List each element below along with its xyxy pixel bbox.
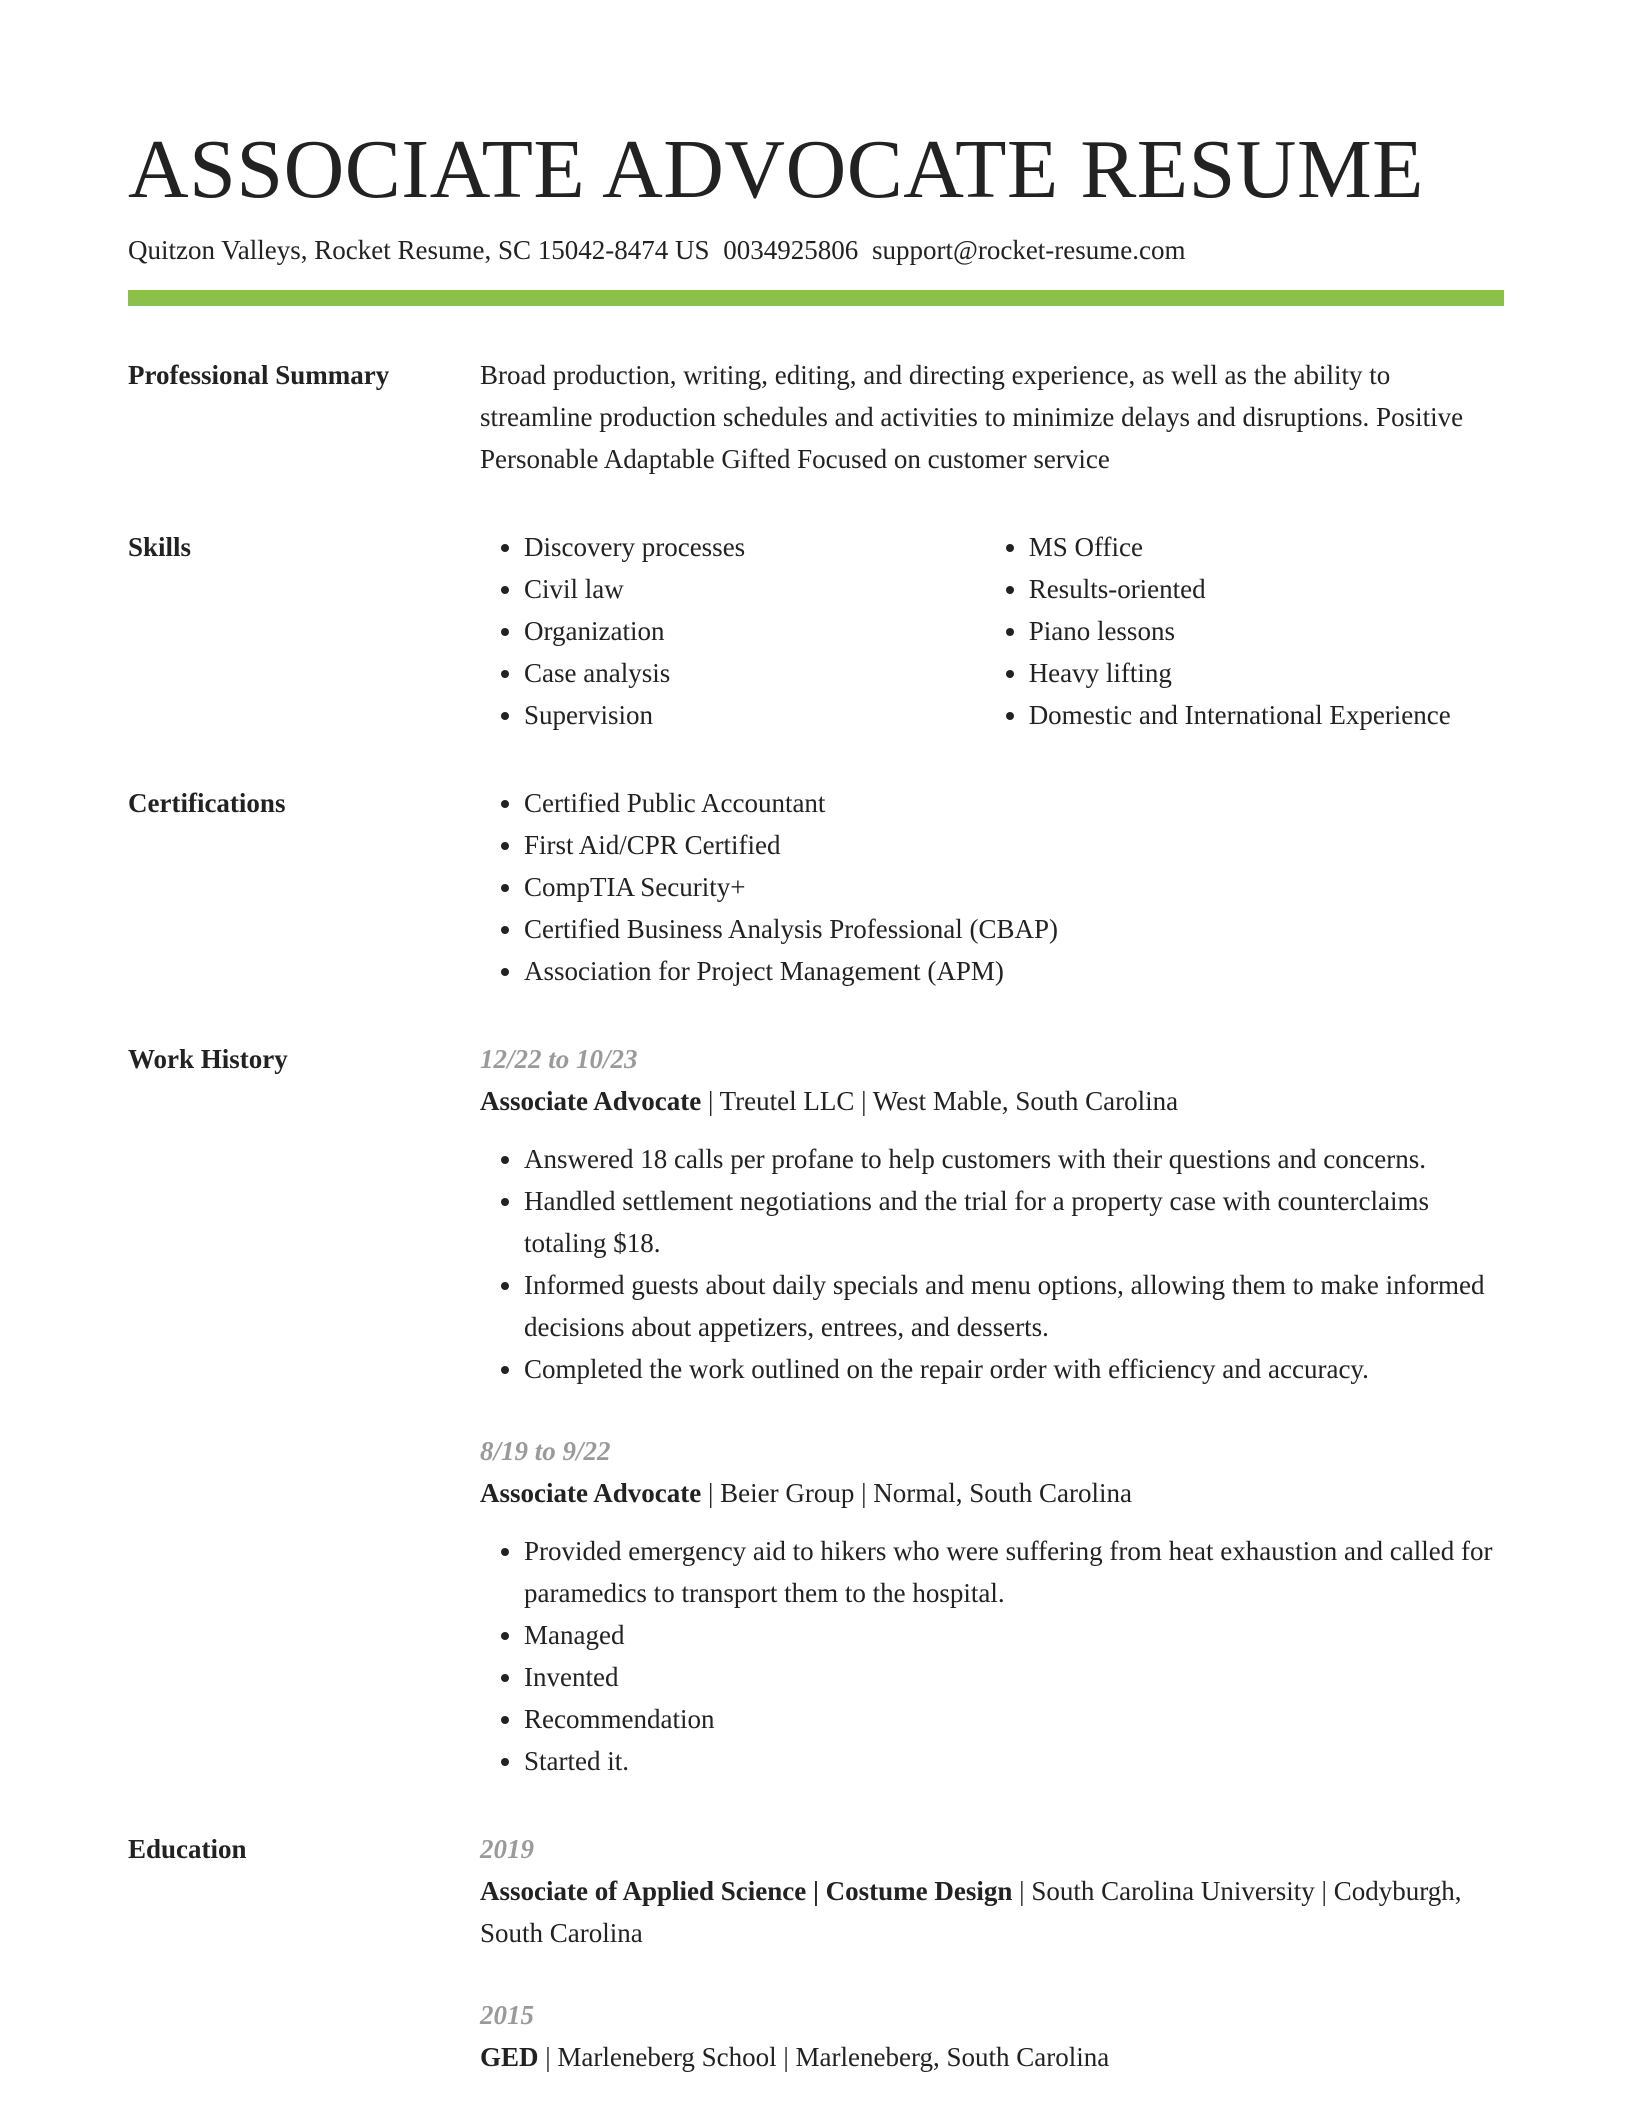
certification-item: • Certified Public Accountant — [524, 782, 1504, 824]
skill-item: • Case analysis — [524, 652, 985, 694]
job-bullets — [480, 1530, 1504, 1782]
job-title: Associate Advocate — [480, 1086, 702, 1116]
job-dates: 8/19 to 9/22 — [480, 1436, 611, 1466]
job-bullet: • Recommendation — [524, 1698, 1504, 1740]
skills-list-left — [480, 526, 985, 736]
education-details: | South Carolina University | Codyburgh, South Carolina — [480, 1876, 1462, 1948]
section-label-education: Education — [128, 1834, 247, 1864]
job-bullet: • Informed guests about daily specials and menu options, allowing them to make informed decisions about appetizers, entrees, and desserts. — [524, 1264, 1504, 1348]
education-content — [480, 1828, 1504, 2078]
skill-item: • MS Office — [1029, 526, 1504, 568]
job-dates: 12/22 to 10/23 — [480, 1044, 638, 1074]
education-entry — [480, 1994, 1504, 2078]
certification-item: • CompTIA Security+ — [524, 866, 1504, 908]
job-heading — [480, 1080, 1504, 1122]
education-heading — [480, 2036, 1504, 2078]
education-degree: Associate of Applied Science | Costume Design — [480, 1876, 1013, 1906]
certification-item: • First Aid/CPR Certified — [524, 824, 1504, 866]
section-certifications — [128, 782, 1504, 992]
certifications-content — [480, 782, 1504, 992]
job-bullets — [480, 1138, 1504, 1390]
section-education — [128, 1828, 1504, 2078]
skill-item: • Supervision — [524, 694, 985, 736]
certification-item: • Association for Project Management (APM) — [524, 950, 1504, 992]
section-work-history — [128, 1038, 1504, 1782]
job-bullet: • Invented — [524, 1656, 1504, 1698]
education-year: 2019 — [480, 1834, 534, 1864]
work-history-content — [480, 1038, 1504, 1782]
section-label-work-history: Work History — [128, 1044, 288, 1074]
summary-text: Broad production, writing, editing, and directing experience, as well as the ability to streamline production schedules and activities to minimize delays and disruptions. Positive Personable Adaptable Gifted Focused on customer service — [480, 360, 1464, 474]
skill-item: • Results-oriented — [1029, 568, 1504, 610]
job-bullet: • Provided emergency aid to hikers who were suffering from heat exhaustion and called for paramedics to transport them to the hospital. — [524, 1530, 1504, 1614]
job-bullet: • Managed — [524, 1614, 1504, 1656]
summary-content — [480, 354, 1504, 480]
section-professional-summary — [128, 354, 1504, 480]
header-divider — [128, 290, 1504, 306]
section-skills — [128, 526, 1504, 736]
job-bullet: • Handled settlement negotiations and the trial for a property case with counterclaims totaling $18. — [524, 1180, 1504, 1264]
contact-email: support@rocket-resume.com — [871, 235, 1186, 265]
job-title: Associate Advocate — [480, 1478, 702, 1508]
education-year: 2015 — [480, 2000, 534, 2030]
certification-item: • Certified Business Analysis Professional (CBAP) — [524, 908, 1504, 950]
job-details: | Treutel LLC | West Mable, South Carolina — [701, 1086, 1179, 1116]
education-heading — [480, 1870, 1504, 1954]
skill-item: • Civil law — [524, 568, 985, 610]
skill-item: • Discovery processes — [524, 526, 985, 568]
education-details: | Marleneberg School | Marleneberg, South Carolina — [538, 2042, 1110, 2072]
contact-phone: 0034925806 — [723, 235, 859, 265]
section-label-summary: Professional Summary — [128, 360, 390, 390]
contact-address: Quitzon Valleys, Rocket Resume, SC 15042-8474 US — [128, 235, 710, 265]
skills-content — [480, 526, 1504, 736]
job-entry — [480, 1430, 1504, 1782]
page-title: ASSOCIATE ADVOCATE RESUME — [128, 123, 1424, 216]
job-heading — [480, 1472, 1504, 1514]
skill-item: • Domestic and International Experience — [1029, 694, 1504, 736]
section-label-certifications: Certifications — [128, 788, 286, 818]
job-entry — [480, 1038, 1504, 1390]
section-label-skills: Skills — [128, 532, 192, 562]
skill-item: • Heavy lifting — [1029, 652, 1504, 694]
skill-item: • Piano lessons — [1029, 610, 1504, 652]
skill-item: • Organization — [524, 610, 985, 652]
job-details: | Beier Group | Normal, South Carolina — [701, 1478, 1132, 1508]
education-entry — [480, 1828, 1504, 1954]
job-bullet: • Started it. — [524, 1740, 1504, 1782]
education-degree: GED — [480, 2042, 539, 2072]
job-bullet: • Answered 18 calls per profane to help customers with their questions and concerns. — [524, 1138, 1504, 1180]
skills-list-right — [985, 526, 1504, 736]
contact-info — [128, 230, 1504, 270]
certifications-list — [480, 782, 1504, 992]
job-bullet: • Completed the work outlined on the repair order with efficiency and accuracy. — [524, 1348, 1504, 1390]
